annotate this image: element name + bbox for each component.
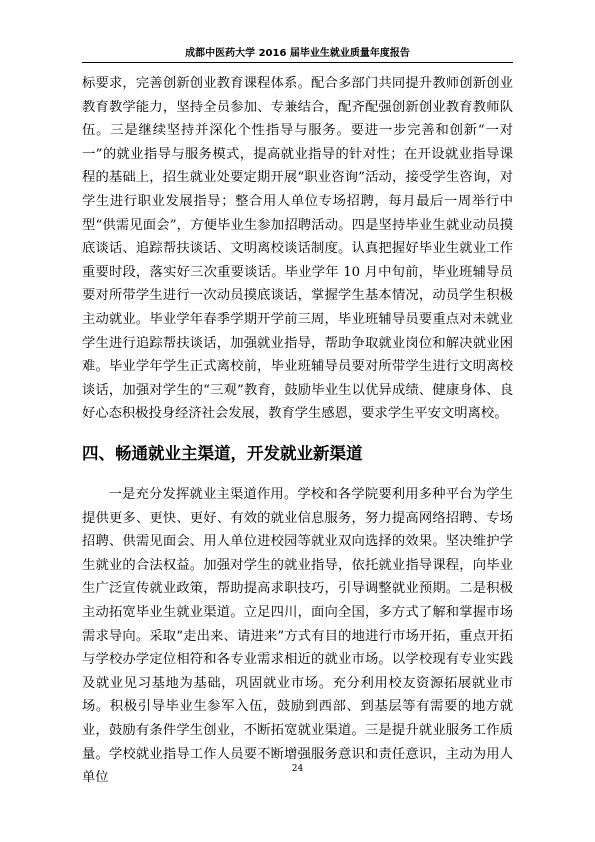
body-paragraph-2: 一是充分发挥就业主渠道作用。学校和各学院要利用多种平台为学生提供更多、更快、更好、有效的就业信息服务，努力提高网络招聘、专场招聘、供需见面会、用人单位进校园等就业双向选择的效果。坚决维护学生就业的合法权益。加强对学生的就业指导，依托就业指导课程，向毕业生广泛宣传就业政策，帮助提高求职技巧，引导调整就业预期。二是积极主动拓宽毕业生就业渠道。立足四川，面向全国，多方式了解和掌握市场需求导向。采取“走出来、请进来”方式有目的地进行市场开拓，重点开拓与学校办学定位相符和各专业需求相近的就业市场。以学校现有专业实践及就业见习基地为基础，巩固就业市场。充分利用校友资源拓展就业市场。积极引导毕业生参军入伍，鼓励到西部、到基层等有需要的地方就业，鼓励有条件学生创业，不断拓宽就业渠道。三是提升就业服务工作质量。学校就业指导工作人员要不断增强服务意识和责任意识，主动为用人单位 [82,487,513,786]
section-heading: 四、畅通就业主渠道，开发就业新渠道 [82,444,363,463]
page-number: 24 [291,764,304,774]
body-paragraph-1: 标要求，完善创新创业教育课程体系。配合多部门共同提升教师创新创业教育教学能力，坚持全员参加、专兼结合，配齐配强创新创业教育教师队伍。三是继续坚持并深化个性指导与服务。要进一步完善和创新“一对一”的就业指导与服务模式，提高就业指导的针对性；在开设就业指导课程的基础上，招生就业处要定期开展“职业咨询”活动，接受学生咨询，对学生进行职业发展指导；整合用人单位专场招聘，每月最后一周举行中型“供需见面会”，方便毕业生参加招聘活动。四是坚持毕业生就业动员摸底谈话、追踪帮扶谈话、文明离校谈话制度。认真把握好毕业生就业工作重要时段，落实好三次重要谈话。毕业学年 10 月中旬前，毕业班辅导员要对所带学生进行一次动员摸底谈话，掌握学生基本情况，动员学生积极主动就业。毕业学年春季学期开学前三周，毕业班辅导员要重点对未就业学生进行追踪帮扶谈话，加强就业指导，帮助争取就业岗位和解决就业困难。毕业学年学生正式离校前，毕业班辅导员要对所带学生进行文明离校谈话，加强对学生的“三观”教育，鼓励毕业生以优异成绩、健康身体、良好心态积极投身经济社会发展，教育学生感恩，要求学生平安文明离校。 [82,76,513,422]
header-divider [82,62,513,63]
page-header-title: 成都中医药大学 2016 届毕业生就业质量年度报告 [185,48,410,59]
